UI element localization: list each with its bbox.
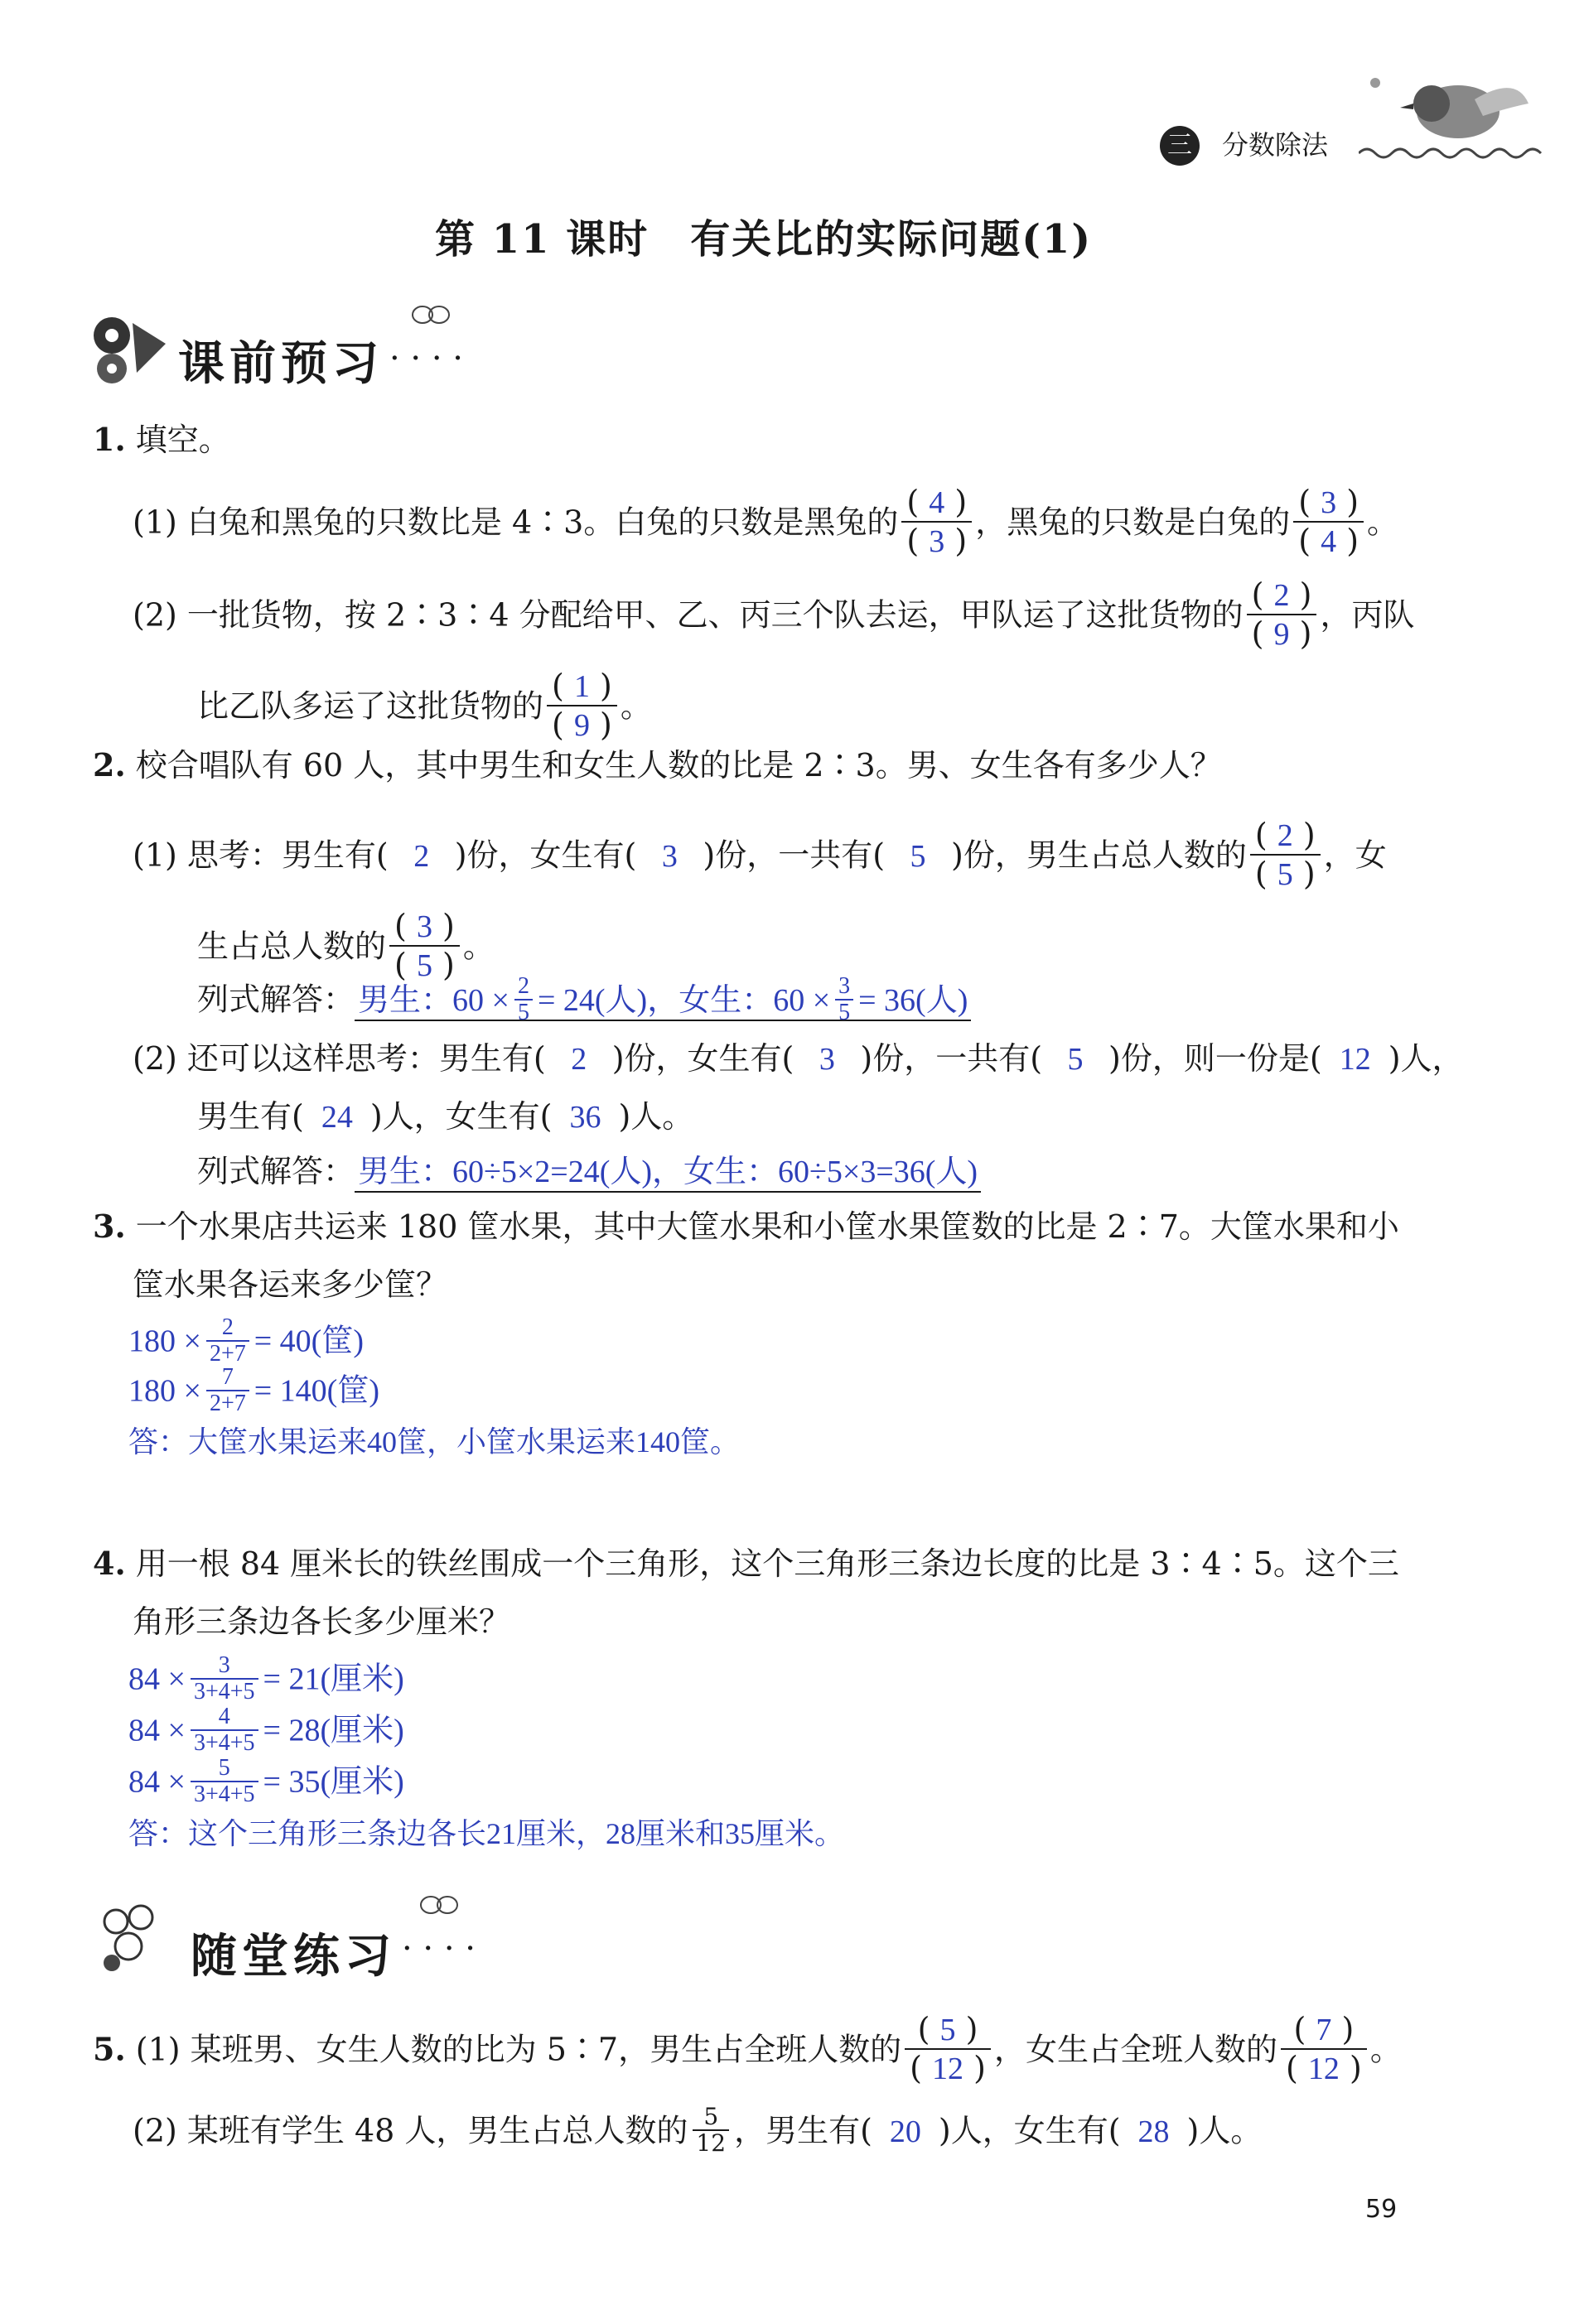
q4-answer: 答：这个三角形三条边各长21厘米，28厘米和35厘米。 [128,1817,845,1850]
section-title-preview: 课前预习 [178,336,384,391]
q3-stem-line1: 3. 一个水果店共运来 180 筐水果，其中大筐水果和小筐水果筐数的比是 2∶7。大筐水果和小 [93,1208,1399,1245]
flower-icon [95,1897,186,1979]
q2-stem: 2. 校合唱队有 60 人，其中男生和女生人数的比是 2∶3。男、女生各有多少人？ [93,746,1222,784]
page-number: 59 [1365,2195,1398,2224]
q4-calc-1: 84 × $\frac{3}{3+4+5}$ = 21(厘米) [128,1652,404,1704]
q4-stem-line1: 4. 用一根 84 厘米长的铁丝围成一个三角形，这个三角形三条边长度的比是 3∶4∶5。这个三 [93,1545,1399,1582]
q3-calc-2: 180 × $\frac{7}{2+7}$ = 140(筐) [128,1364,379,1416]
bird-icon [1359,58,1549,166]
dots-decoration: · · · · [389,340,464,378]
q5-part1: 5. (1) 某班男、女生人数的比为 5∶7，男生占全班人数的 $\frac{( 5 )}{( 12 )}$ ，女生占全班人数的 $\frac{( 7 )}{( 12 )}$ 。 [93,2011,1402,2086]
q3-stem-line2: 筐水果各运来多少筐？ [133,1266,448,1303]
q3-answer: 答：大筐水果运来40筐，小筐水果运来140筐。 [128,1425,741,1459]
q2-part1-line1: (1) 思考：男生有( 2 )份，女生有( 3 )份，一共有( 5 )份，男生占总人数的 $\frac{( 2 )}{( 5 )}$ ，女 [133,817,1387,892]
section-title-practice: 随堂练习 [191,1929,396,1984]
q1-stem: 1. 填空。 [93,421,230,458]
unit-badge: 三 [1160,126,1200,166]
unit-title: 分数除法 [1222,129,1329,161]
dots-decoration: · · · · [402,1930,476,1968]
q2-part2-line2: 男生有( 24 )人，女生有( 36 )人。 [197,1098,694,1135]
butterfly-icon [410,302,452,335]
q4-stem-line2: 角形三条边各长多少厘米？ [133,1603,511,1640]
q2-part1-line2: 生占总人数的 $\frac{( 3 )}{( 5 )}$ 。 [197,908,495,983]
q4-calc-3: 84 × $\frac{5}{3+4+5}$ = 35(厘米) [128,1755,404,1807]
q2-part2-line1: (2) 还可以这样思考：男生有( 2 )份，女生有( 3 )份，一共有( 5 )份，则一份是( 12 )人， [133,1040,1464,1077]
q4-calc-2: 84 × $\frac{4}{3+4+5}$ = 28(厘米) [128,1704,404,1756]
lesson-title: 第 11 课时 有关比的实际问题(1) [435,216,1093,263]
q1-part2-line2: 比乙队多运了这批货物的 $\frac{( 1 )}{( 9 )}$ 。 [197,668,652,743]
q2-part1-solution: 列式解答： 男生：60 × $\frac{2}{5}$ = 24(人)，女生：60 × $\frac{3}{5}$ = 36(人) [197,977,971,1029]
flower-icon [87,306,178,389]
q1-part2-line1: (2) 一批货物，按 2∶3∶4 分配给甲、乙、丙三个队去运，甲队运了这批货物的 $\frac{( 2 )}{( 9 )}$ ，丙队 [133,576,1415,652]
q3-calc-1: 180 × $\frac{2}{2+7}$ = 40(筐) [128,1314,364,1367]
q1-part1: (1) 白兔和黑兔的只数比是 4∶3。白兔的只数是黑兔的 $\frac{( 4 )}{( 3 )}$ ，黑兔的只数是白兔的 $\frac{( 3 )}{( 4 )}$ 。 [133,484,1399,559]
q2-part2-solution: 列式解答： 男生：60÷5×2=24(人)，女生：60÷5×3=36(人) [197,1150,981,1193]
butterfly-icon [418,1892,460,1926]
q5-part2: (2) 某班有学生 48 人，男生占总人数的 $\frac{5}{12}$ ，男生有( 20 )人，女生有( 28 )人。 [133,2103,1263,2157]
